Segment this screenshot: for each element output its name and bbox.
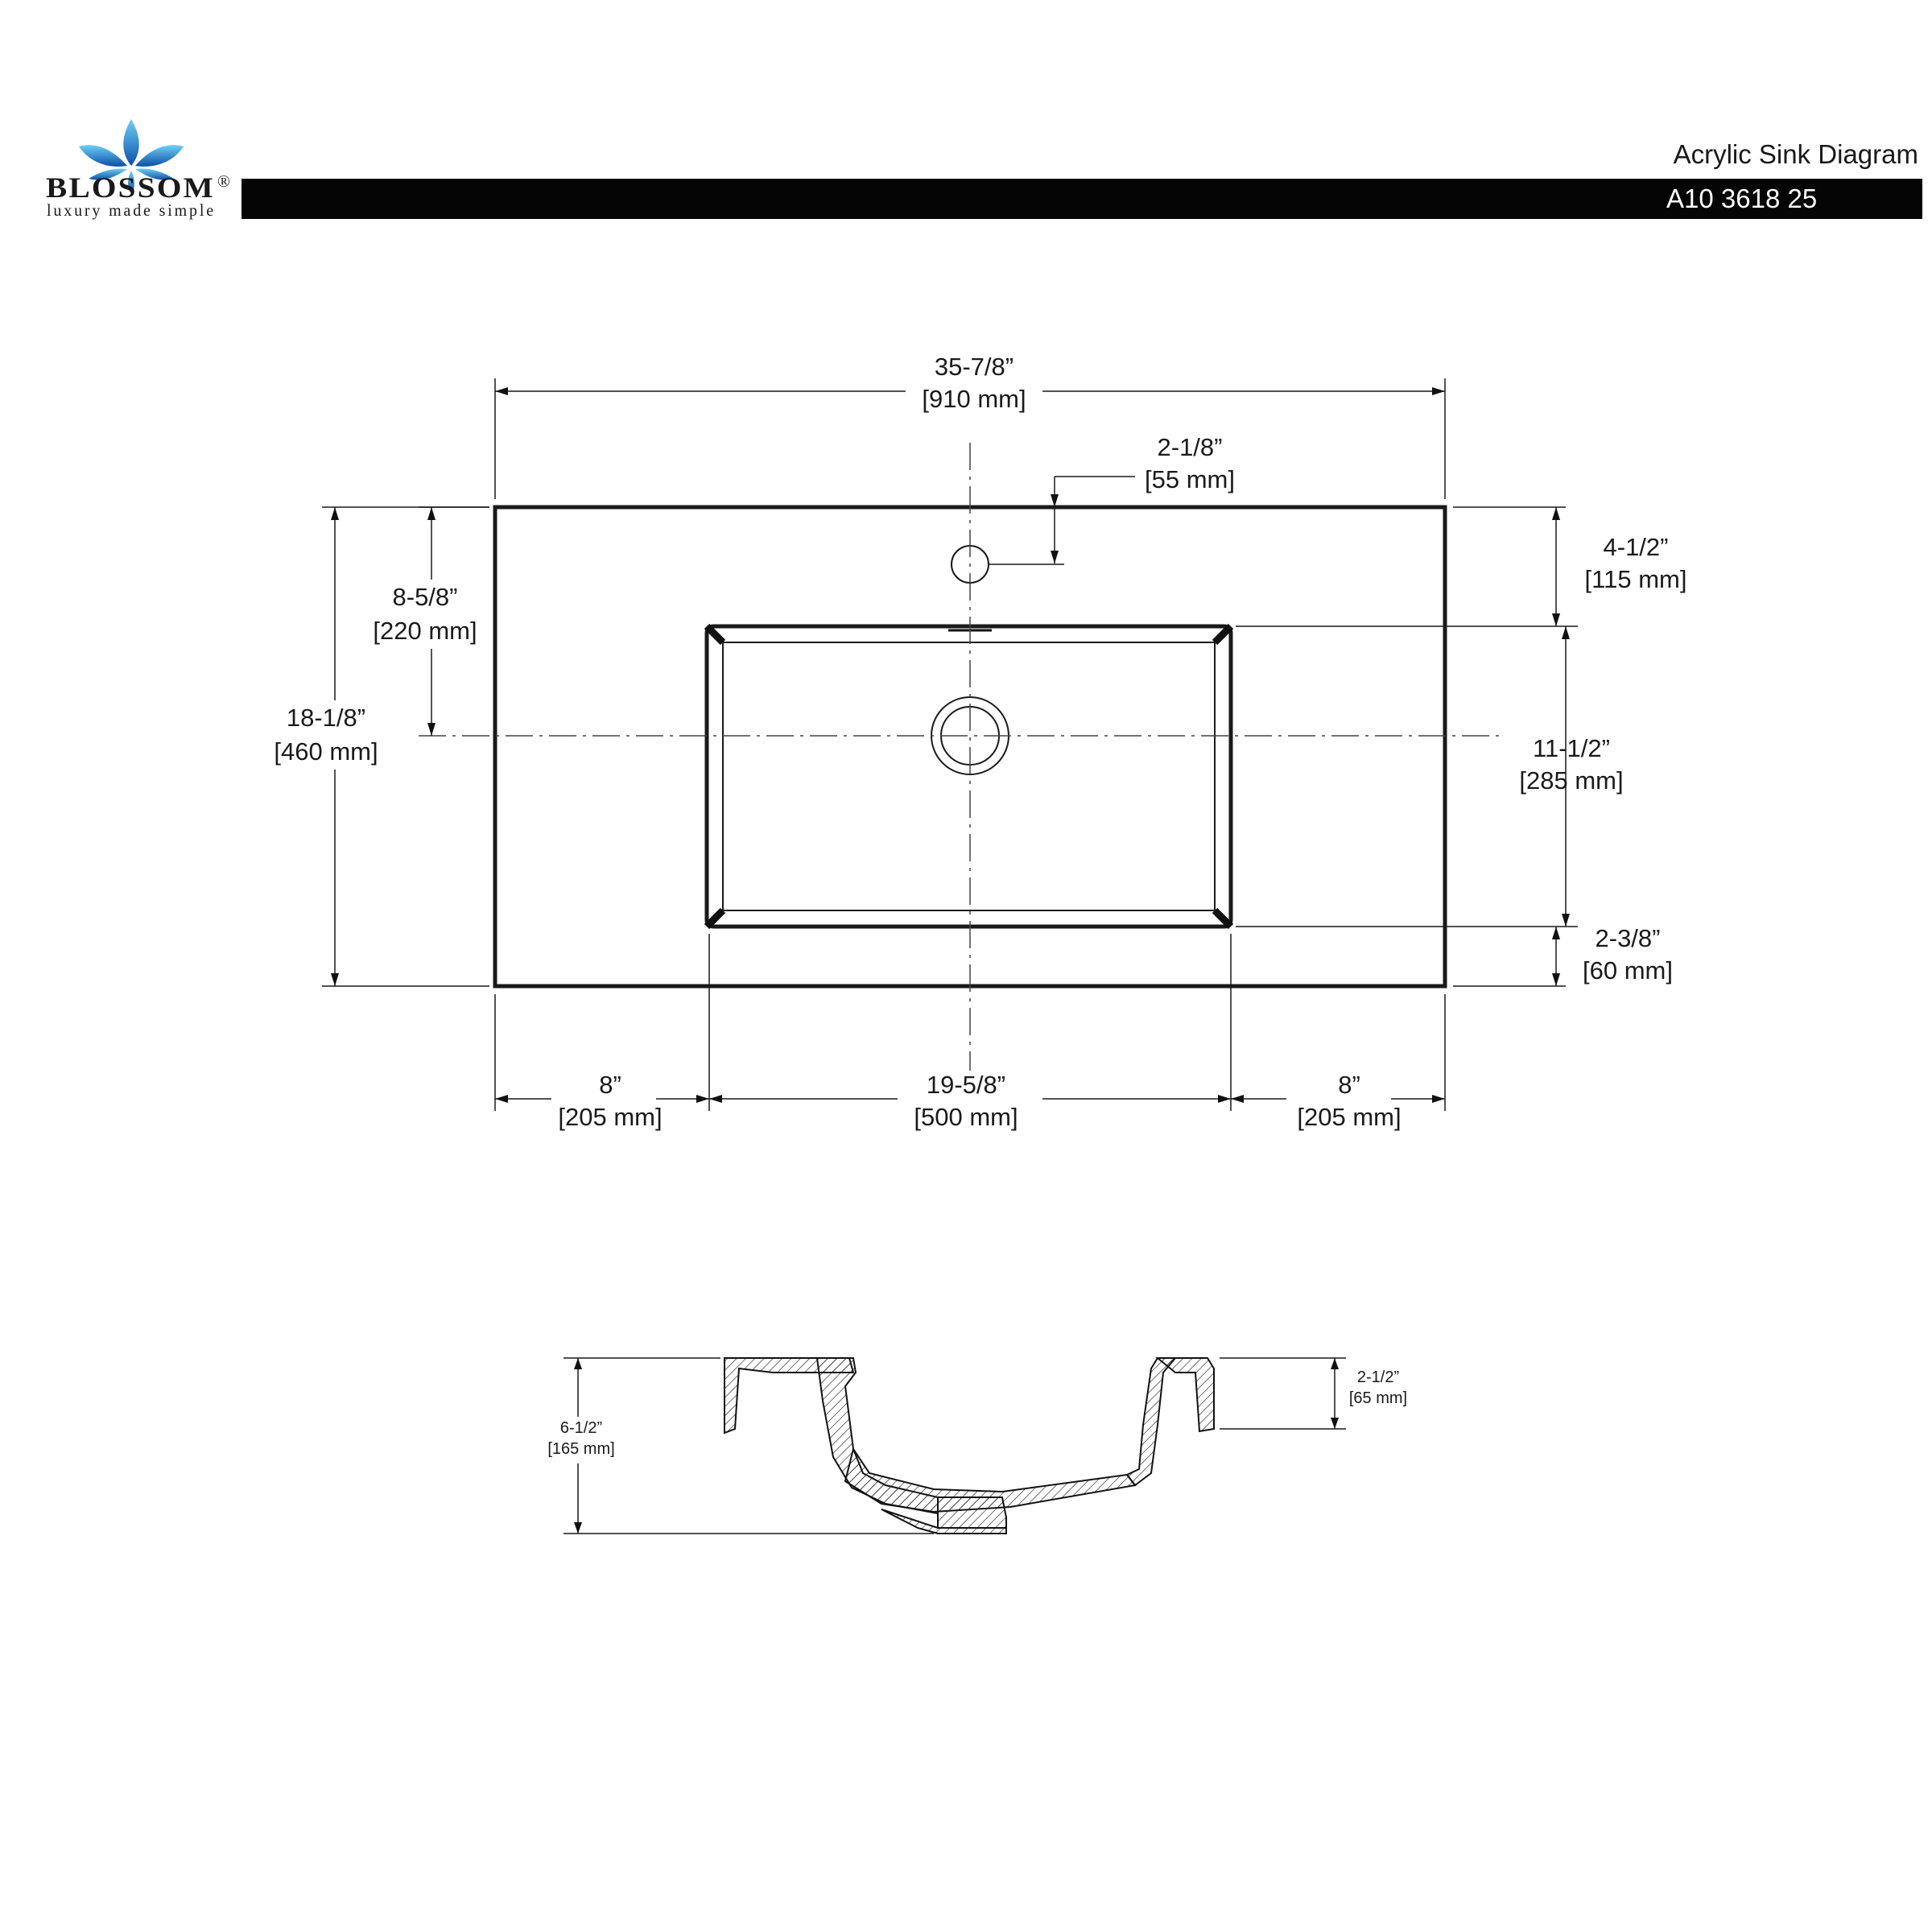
sink-top-view <box>419 443 1505 1075</box>
bowl-outer-rim <box>707 626 1231 927</box>
section-drain <box>938 1497 1006 1528</box>
diagram-title: Acrylic Sink Diagram <box>1673 139 1918 169</box>
bowl-to-front-in: 2-3/8” <box>1595 924 1661 952</box>
faucet-offset-mm: [55 mm] <box>1145 465 1235 493</box>
left-deck-in: 8” <box>599 1071 621 1099</box>
back-to-drain-in: 8-5/8” <box>392 583 458 611</box>
overall-depth-in: 18-1/8” <box>286 704 366 732</box>
right-deck-in: 8” <box>1338 1071 1360 1099</box>
overall-width-in: 35-7/8” <box>934 353 1014 381</box>
section-height-mm: [165 mm] <box>547 1440 615 1458</box>
right-deck-mm: [205 mm] <box>1297 1103 1402 1131</box>
back-to-bowl-in: 4-1/2” <box>1603 533 1669 561</box>
bowl-width-in: 19-5/8” <box>926 1071 1006 1099</box>
bowl-width-mm: [500 mm] <box>914 1103 1018 1131</box>
bowl-depth-mm: [285 mm] <box>1519 766 1624 795</box>
section-height-in: 6-1/2” <box>559 1419 603 1437</box>
brand-logo <box>46 119 233 220</box>
overall-depth-mm: [460 mm] <box>274 737 378 766</box>
bowl-depth-in: 11-1/2” <box>1533 734 1610 762</box>
back-to-bowl-mm: [115 mm] <box>1584 565 1687 593</box>
back-to-drain-mm: [220 mm] <box>373 617 477 645</box>
bowl-corner-bevels <box>707 626 1231 927</box>
bowl-to-front-mm: [60 mm] <box>1583 956 1673 985</box>
section-right-wall <box>1127 1358 1175 1485</box>
model-code: A10 3618 25 <box>1666 184 1818 213</box>
overall-width-mm: [910 mm] <box>922 385 1026 413</box>
registered-mark: ® <box>217 171 233 191</box>
left-deck-mm: [205 mm] <box>558 1103 663 1131</box>
dim-deck-height <box>1220 1358 1407 1429</box>
dim-bowl-depth <box>1236 626 1624 927</box>
brand-tagline: luxury made simple <box>47 200 216 220</box>
bowl-inner-rim <box>723 642 1215 910</box>
dim-bowl-to-front <box>1453 924 1673 986</box>
sink-section-view <box>724 1358 1214 1534</box>
deck-height-mm: [65 mm] <box>1348 1389 1408 1407</box>
faucet-offset-in: 2-1/8” <box>1157 433 1223 461</box>
deck-height-in: 2-1/2” <box>1356 1368 1400 1386</box>
brand-name: BLOSSOM <box>46 171 215 204</box>
dim-faucet-offset <box>989 433 1235 564</box>
dim-back-to-bowl <box>1236 507 1686 626</box>
dim-overall-depth <box>266 507 489 986</box>
